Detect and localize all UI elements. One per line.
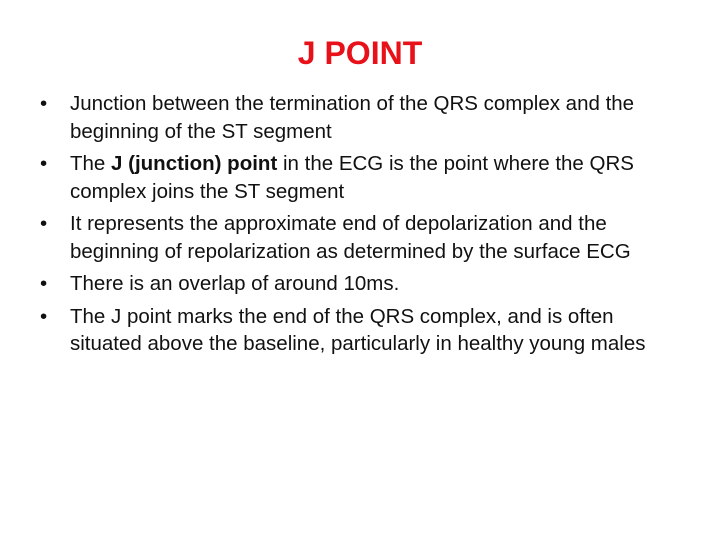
bullet-text-suffix: in the ECG is the point where the QRS complex joins the ST segment [70,152,634,203]
bullet-icon: • [40,92,48,115]
bullet-text: The J point marks the end of the QRS complex, and is often situated above the baseline, particularly in healthy young males [70,304,646,355]
bullet-bold-term: J (junction) point [111,152,278,175]
bullet-text: Junction between the termination of the QRS complex and the beginning of the ST segment [70,92,635,143]
bullet-item-3 [38,210,688,265]
bullet-item-1 [38,90,688,145]
bullet-text: It represents the approximate end of depolarization and the beginning of repolarization as determined by the surface ECG [70,212,631,263]
bullet-icon: • [40,152,48,175]
bullet-icon: • [40,304,48,328]
bullet-item-4 [38,270,688,298]
bullet-list [38,90,688,363]
bullet-text: There is an overlap of around 10ms. [70,272,400,295]
bullet-icon: • [40,272,48,295]
bullet-item-5 [38,303,688,358]
bullet-text-prefix: The [70,152,112,175]
slide-title: J POINT [297,35,423,71]
bullet-item-2 [38,150,688,205]
bullet-icon: • [40,212,48,235]
